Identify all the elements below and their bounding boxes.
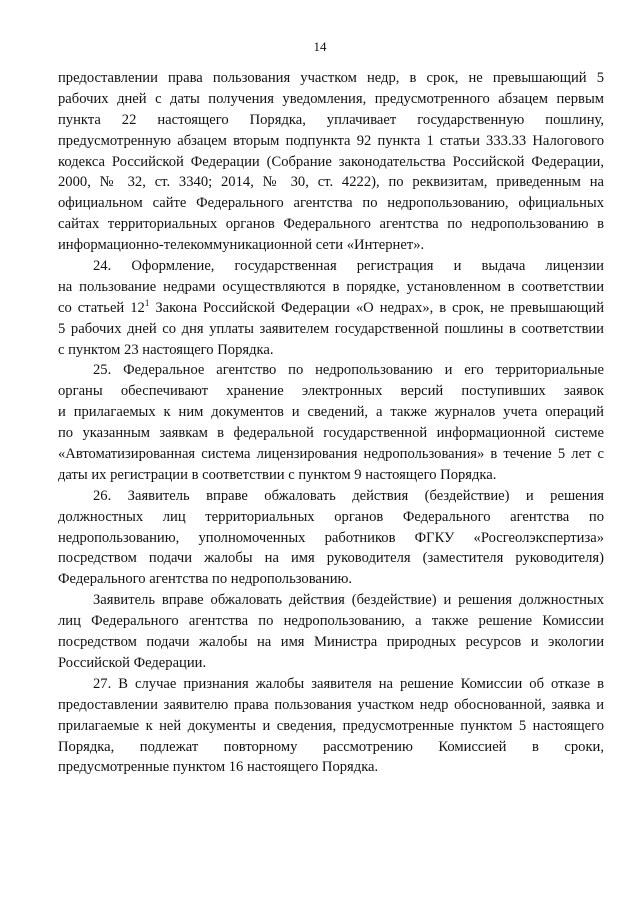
text-line: информационно-телекоммуникационной сети «Интернет». [58, 237, 425, 254]
paragraph-26 [58, 486, 604, 590]
text-line: 24. Оформление, государственная регистрация и выдача лицензии [93, 258, 604, 275]
paragraph-24 [58, 256, 604, 360]
text-line: предоставлении заявителю права пользования участком недр обоснованной, заявка и [58, 696, 604, 713]
text-line: «Автоматизированная система лицензирования недропользования» в течение 5 лет с [58, 446, 604, 463]
text-line: недропользованию, уполномоченных работников ФГКУ «Росгеолэкспертиза» [58, 529, 604, 546]
text-line: 26. Заявитель вправе обжаловать действия (бездействие) и решения [93, 487, 604, 504]
text-line: на пользование недрами осуществляются в порядке, установленном в соответствии [58, 278, 604, 295]
text-line-with-superscript [58, 298, 604, 319]
text-line: 25. Федеральное агентство по недропользованию и его территориальные [93, 362, 604, 379]
text-line: и прилагаемых к ним документов и сведений, а также журналов учета операций [58, 404, 604, 421]
text-line: предусмотренные пунктом 16 настоящего Порядка. [58, 759, 379, 776]
text-line: пункта 22 настоящего Порядка, уплачивает государственную пошлину, [58, 111, 604, 128]
text-line: предусмотренную абзацем вторым подпункта 92 пункта 1 статьи 333.33 Налогового [58, 132, 604, 149]
text-line: с пунктом 23 настоящего Порядка. [58, 341, 274, 358]
text-line: 2000, № 32, ст. 3340; 2014, № 30, ст. 4222), по реквизитам, приведенным на [58, 174, 604, 191]
superscript: 1 [144, 297, 150, 308]
page-number: 14 [313, 39, 327, 54]
text-line: официальном сайте Федерального агентства по недропользованию, официальных [58, 195, 604, 212]
text-line: кодекса Российской Федерации (Собрание законодательства Российской Федерации, [58, 153, 604, 170]
text-line: Российской Федерации. [58, 654, 207, 671]
text-line: сайтах территориальных органов Федерального агентства по недропользованию в [58, 216, 604, 233]
text-line: Заявитель вправе обжаловать действия (бездействие) и решения должностных [93, 592, 604, 609]
text-fragment: Закона Российской Федерации «О недрах», в срок, не превышающий [149, 299, 605, 316]
paragraph-27 [58, 674, 604, 778]
text-line: предоставлении права пользования участком недр, в срок, не превышающий 5 [58, 70, 604, 86]
text-line: 5 рабочих дней со дня уплаты заявителем государственной пошлины в соответствии [58, 320, 604, 337]
text-line: рабочих дней с даты получения уведомления, предусмотренного абзацем первым [58, 90, 604, 107]
text-fragment: со статьей 12 [58, 299, 145, 316]
paragraph-continuation [58, 68, 604, 256]
text-line: Порядка, подлежат повторному рассмотрению Комиссией в сроки, [58, 738, 604, 755]
text-line: органы обеспечивают хранение электронных версий поступивших заявок [58, 383, 604, 400]
document-body [58, 68, 604, 778]
text-line: посредством подачи жалобы на имя руководителя (заместителя руководителя) [58, 550, 604, 567]
text-line: должностных лиц территориальных органов Федерального агентства по [58, 508, 604, 525]
text-line: лиц Федерального агентства по недропользованию, а также решение Комиссии [58, 613, 604, 630]
text-line: по указанным заявкам в федеральной государственной информационной системе [58, 425, 604, 442]
text-line: Федерального агентства по недропользованию. [58, 571, 353, 588]
text-line: посредством подачи жалобы на имя Министра природных ресурсов и экологии [58, 634, 604, 651]
text-line: прилагаемые к ней документы и сведения, предусмотренные пунктом 5 настоящего [58, 717, 604, 734]
paragraph-26-continued [58, 590, 604, 674]
text-line: даты их регистрации в соответствии с пунктом 9 настоящего Порядка. [58, 466, 497, 483]
text-line: 27. В случае признания жалобы заявителя на решение Комиссии об отказе в [93, 675, 604, 692]
paragraph-25 [58, 360, 604, 485]
